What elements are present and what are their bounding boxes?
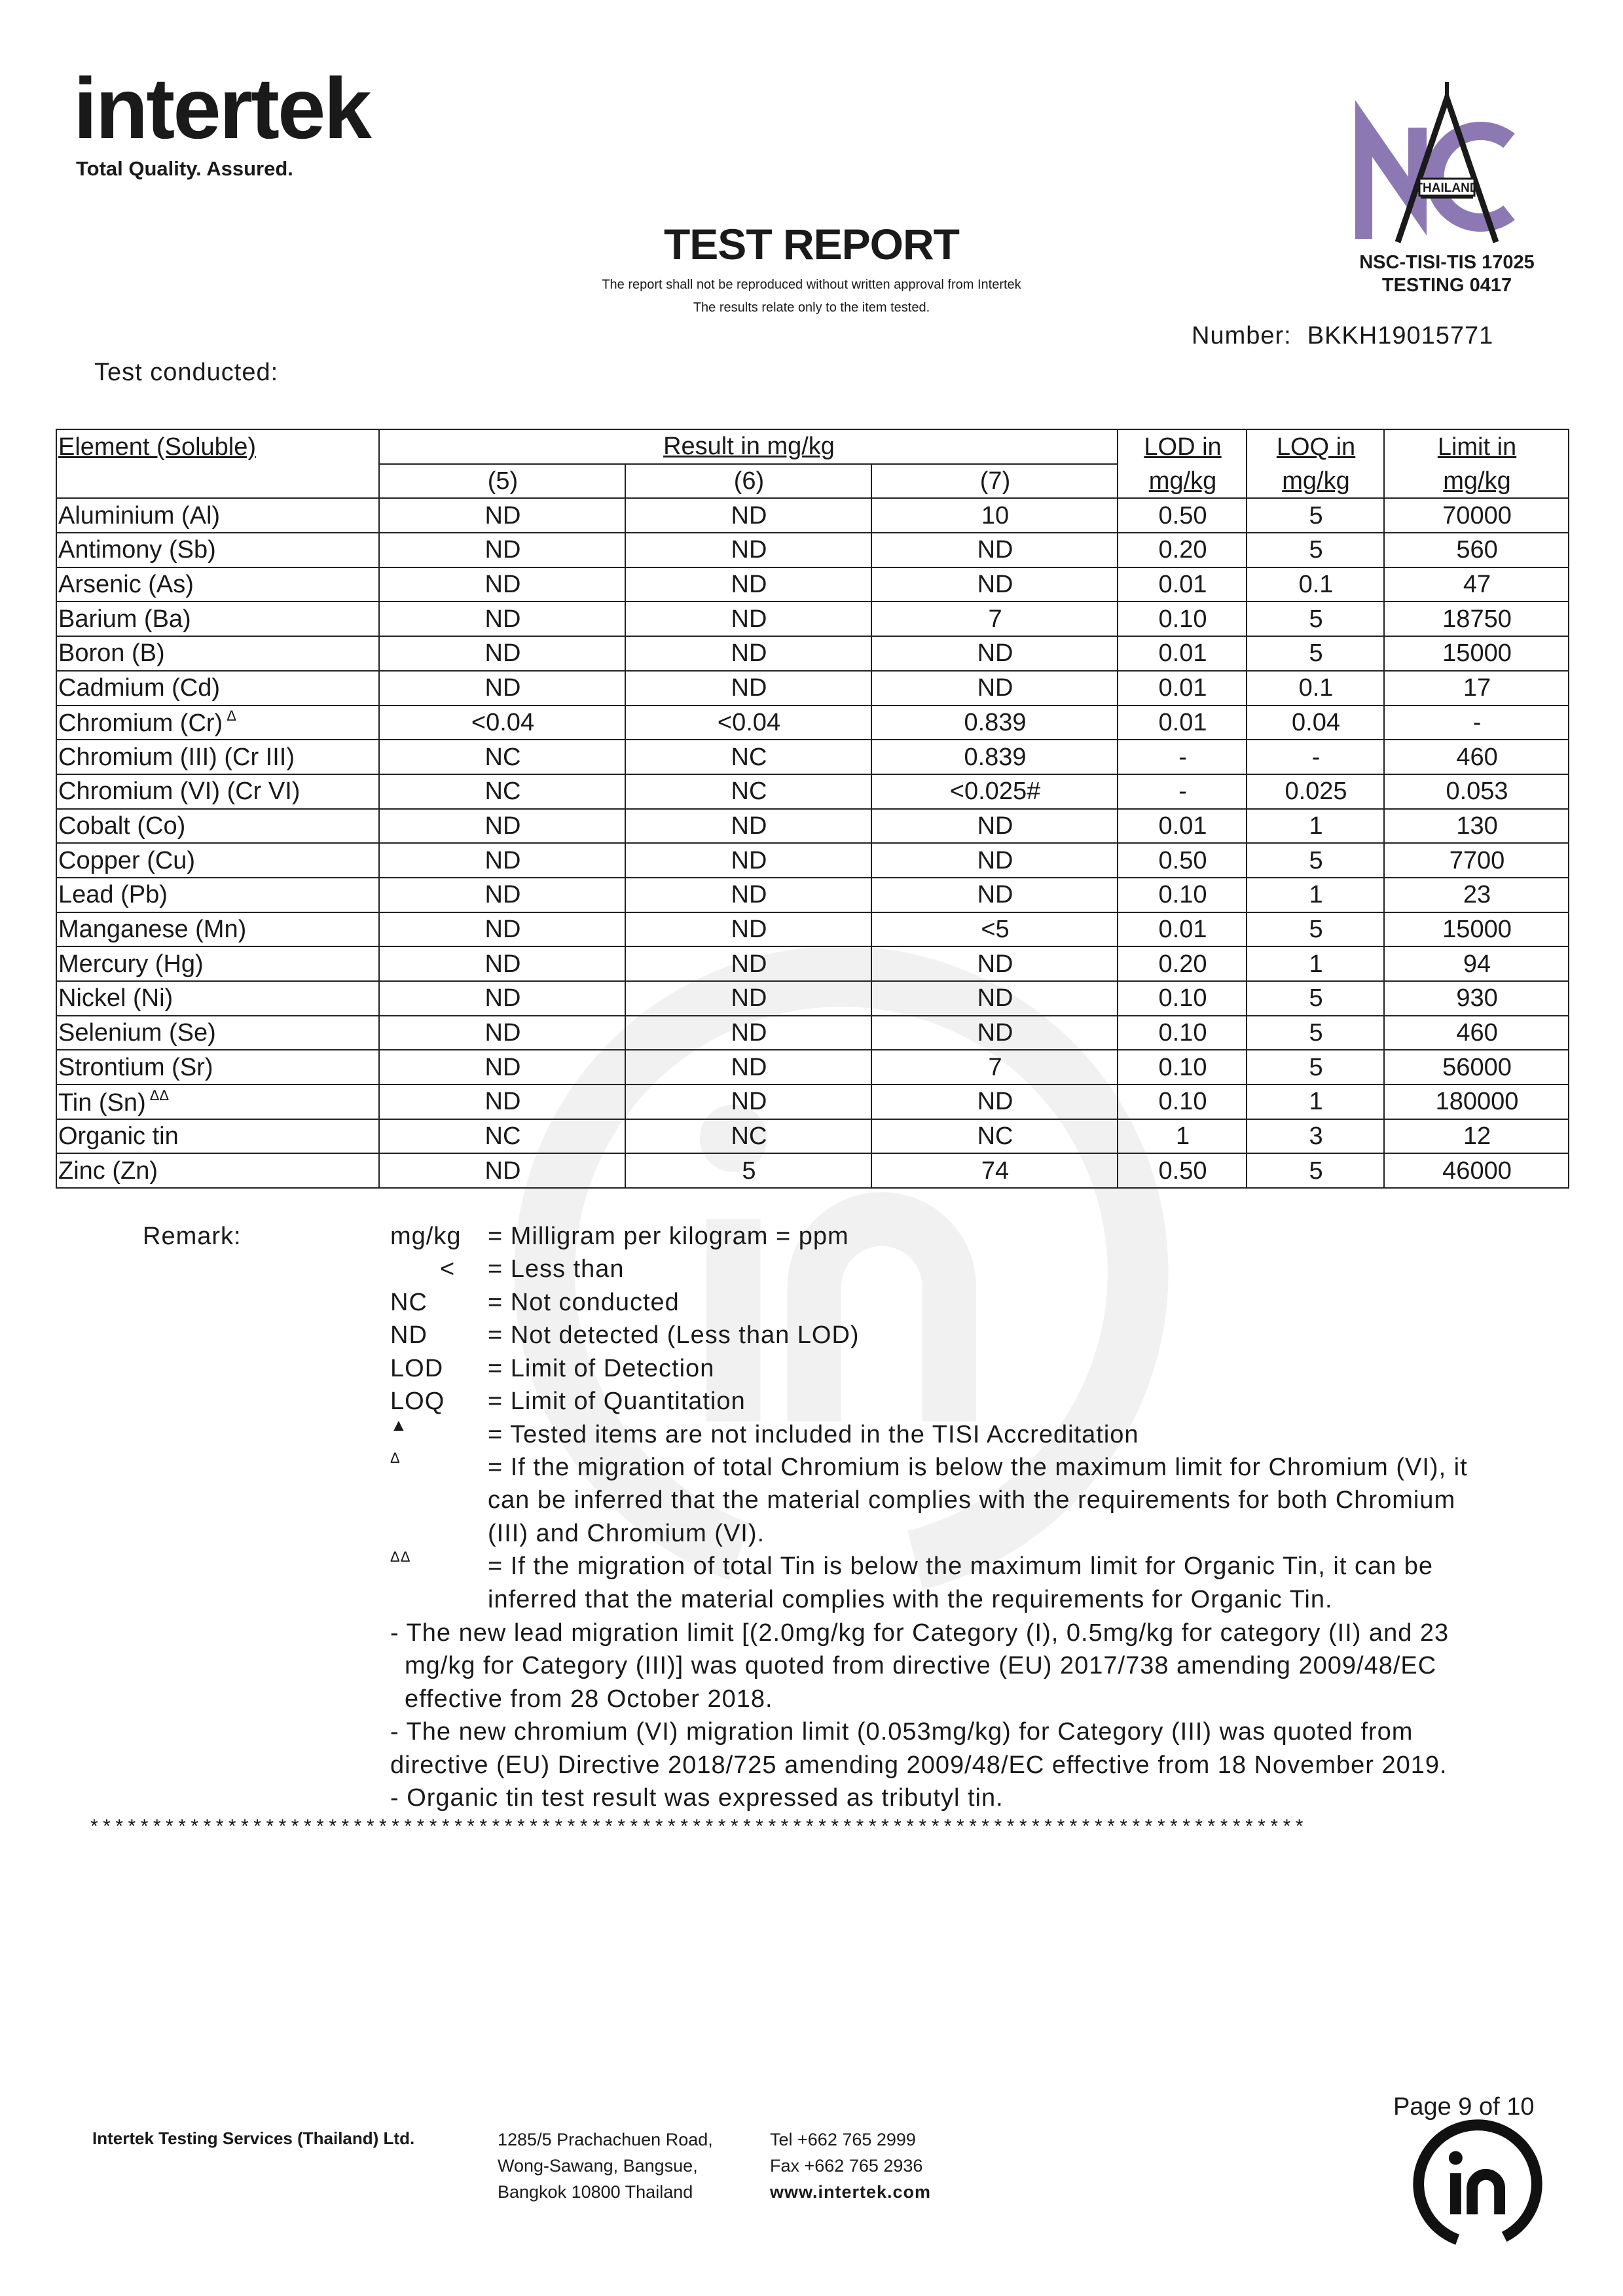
address-line-2: Wong-Sawang, Bangsue, — [498, 2156, 698, 2176]
result-5-cell: ND — [379, 533, 625, 567]
loq-cell: 5 — [1247, 843, 1384, 878]
loq-unit-header: mg/kg — [1247, 464, 1384, 499]
result-7-cell: <5 — [871, 912, 1118, 947]
element-name: Organic tin — [58, 1122, 179, 1151]
loq-column-header: LOQ in — [1247, 429, 1384, 464]
result-7-cell: ND — [871, 878, 1118, 912]
lod-cell: - — [1118, 740, 1247, 774]
result-6-cell: NC — [625, 1119, 871, 1154]
lod-column-header: LOD in — [1118, 429, 1247, 464]
element-name: Aluminium (Al) — [58, 501, 221, 529]
loq-cell: - — [1247, 740, 1384, 774]
result-7-cell: 0.839 — [871, 740, 1118, 774]
lod-cell: 0.01 — [1118, 912, 1247, 947]
loq-cell: 5 — [1247, 1153, 1384, 1188]
loq-cell: 3 — [1247, 1119, 1384, 1154]
element-name: Cadmium (Cd) — [58, 674, 221, 702]
intertek-logo: intertek — [73, 60, 370, 156]
result-7-cell: ND — [871, 636, 1118, 671]
result-6-cell: ND — [625, 1085, 871, 1119]
limit-cell: 0.053 — [1384, 774, 1569, 809]
result-6-cell: NC — [625, 774, 871, 809]
loq-cell: 5 — [1247, 981, 1384, 1016]
loq-cell: 1 — [1247, 946, 1384, 981]
element-name: Copper (Cu) — [58, 846, 196, 874]
result-5-cell: ND — [379, 1085, 625, 1119]
element-footnote-mark: Δ — [227, 708, 236, 725]
contact-tel: Tel +662 765 2999 — [770, 2130, 916, 2149]
remark-def-triangle: = Tested items are not included in the TISI Accreditation — [488, 1421, 1139, 1448]
lod-cell: - — [1118, 774, 1247, 809]
result-5-cell: ND — [379, 498, 625, 533]
limit-cell: 18750 — [1384, 601, 1569, 636]
lod-cell: 0.01 — [1118, 706, 1247, 740]
remark-key-double-delta: ΔΔ — [390, 1549, 411, 1565]
result-5-cell: ND — [379, 843, 625, 878]
page-number: Page 9 of 10 — [1393, 2093, 1535, 2121]
remark-def-lod: = Limit of Detection — [488, 1355, 715, 1382]
result-5-cell: ND — [379, 671, 625, 706]
remark-def-delta-1: = If the migration of total Chromium is below the maximum limit for Chromium (VI), it — [488, 1454, 1468, 1481]
limit-column-header: Limit in — [1384, 429, 1569, 464]
result-5-cell: ND — [379, 601, 625, 636]
lod-cell: 0.01 — [1118, 567, 1247, 602]
remark-key-less-than: < — [440, 1255, 456, 1283]
element-name: Mercury (Hg) — [58, 950, 204, 978]
remark-def-nd: = Not detected (Less than LOD) — [488, 1321, 860, 1349]
lod-cell: 0.50 — [1118, 843, 1247, 878]
reproduction-notice: The report shall not be reproduced without written approval from Intertek — [602, 278, 1021, 292]
loq-cell: 5 — [1247, 533, 1384, 567]
lod-cell: 0.10 — [1118, 981, 1247, 1016]
element-name: Barium (Ba) — [58, 605, 191, 633]
lod-cell: 0.20 — [1118, 946, 1247, 981]
company-name: Intertek Testing Services (Thailand) Ltd. — [92, 2128, 415, 2148]
limit-unit-header: mg/kg — [1384, 464, 1569, 499]
element-name: Boron (B) — [58, 639, 165, 668]
limit-cell: 180000 — [1384, 1085, 1569, 1119]
element-name: Lead (Pb) — [58, 881, 168, 909]
remark-def-double-delta-2: inferred that the material complies with the requirements for Organic Tin. — [488, 1586, 1333, 1613]
result-7-cell: 7 — [871, 601, 1118, 636]
lod-cell: 0.10 — [1118, 1085, 1247, 1119]
sample-7-header: (7) — [871, 464, 1118, 499]
contact-website: www.intertek.com — [770, 2182, 932, 2202]
result-5-cell: ND — [379, 1153, 625, 1188]
lod-cell: 0.01 — [1118, 671, 1247, 706]
element-name: Arsenic (As) — [58, 571, 194, 599]
limit-cell: 94 — [1384, 946, 1569, 981]
result-5-cell: ND — [379, 878, 625, 912]
result-7-cell: ND — [871, 1016, 1118, 1050]
result-5-cell: ND — [379, 946, 625, 981]
loq-cell: 1 — [1247, 809, 1384, 844]
result-5-cell: ND — [379, 567, 625, 602]
remark-def-double-delta-1: = If the migration of total Tin is below the maximum limit for Organic Tin, it can be — [488, 1552, 1434, 1580]
accreditation-testing-no: TESTING 0417 — [1381, 275, 1512, 296]
limit-cell: 56000 — [1384, 1050, 1569, 1085]
element-name: Nickel (Ni) — [58, 984, 173, 1013]
loq-cell: 5 — [1247, 636, 1384, 671]
result-7-cell: ND — [871, 671, 1118, 706]
lod-cell: 0.50 — [1118, 498, 1247, 533]
element-name: Chromium (Cr) — [58, 709, 223, 738]
remark-key-loq: LOQ — [390, 1388, 445, 1415]
lod-cell: 0.10 — [1118, 1016, 1247, 1050]
loq-cell: 0.025 — [1247, 774, 1384, 809]
element-name: Strontium (Sr) — [58, 1053, 213, 1081]
result-7-cell: 0.839 — [871, 706, 1118, 740]
report-number-label: Number: — [1192, 322, 1292, 350]
result-5-cell: ND — [379, 912, 625, 947]
element-name: Chromium (VI) (Cr VI) — [58, 778, 301, 806]
loq-cell: 1 — [1247, 1085, 1384, 1119]
result-5-cell: NC — [379, 1119, 625, 1154]
result-7-cell: ND — [871, 809, 1118, 844]
end-of-report-divider: ************************************************************************************************* — [90, 1816, 1308, 1837]
remark-def-less-than: = Less than — [488, 1255, 625, 1283]
result-6-cell: ND — [625, 809, 871, 844]
result-6-cell: ND — [625, 1050, 871, 1085]
limit-cell: 46000 — [1384, 1153, 1569, 1188]
loq-cell: 5 — [1247, 912, 1384, 947]
result-6-cell: ND — [625, 981, 871, 1016]
result-7-cell: NC — [871, 1119, 1118, 1154]
result-6-cell: ND — [625, 533, 871, 567]
result-6-cell: ND — [625, 946, 871, 981]
result-6-cell: ND — [625, 636, 871, 671]
remark-key-triangle-icon: ▲ — [390, 1415, 408, 1435]
remark-note-chromium-1: - The new chromium (VI) migration limit (0.053mg/kg) for Category (III) was quoted from — [390, 1718, 1413, 1746]
result-7-cell: ND — [871, 533, 1118, 567]
result-6-cell: ND — [625, 878, 871, 912]
loq-cell: 0.1 — [1247, 671, 1384, 706]
lod-cell: 0.10 — [1118, 601, 1247, 636]
loq-cell: 0.1 — [1247, 567, 1384, 602]
accreditation-code: NSC-TISI-TIS 17025 — [1359, 252, 1535, 273]
result-6-cell: ND — [625, 601, 871, 636]
limit-cell: 560 — [1384, 533, 1569, 567]
contact-fax: Fax +662 765 2936 — [770, 2156, 923, 2176]
result-6-cell: ND — [625, 567, 871, 602]
remark-note-lead-2: mg/kg for Category (III)] was quoted from directive (EU) 2017/738 amending 2009/48/EC — [405, 1652, 1437, 1679]
result-7-cell: 10 — [871, 498, 1118, 533]
element-name: Zinc (Zn) — [58, 1157, 158, 1185]
limit-cell: 47 — [1384, 567, 1569, 602]
sample-6-header: (6) — [625, 464, 871, 499]
lod-cell: 0.10 — [1118, 878, 1247, 912]
logo-tagline: Total Quality. Assured. — [76, 157, 293, 180]
lod-cell: 0.50 — [1118, 1153, 1247, 1188]
result-6-cell: ND — [625, 843, 871, 878]
address-line-3: Bangkok 10800 Thailand — [498, 2182, 693, 2202]
result-5-cell: ND — [379, 1050, 625, 1085]
result-6-cell: ND — [625, 912, 871, 947]
address-line-1: 1285/5 Prachachuen Road, — [498, 2130, 713, 2149]
result-5-cell: <0.04 — [379, 706, 625, 740]
result-6-cell: ND — [625, 671, 871, 706]
result-5-cell: ND — [379, 1016, 625, 1050]
element-name: Selenium (Se) — [58, 1019, 216, 1047]
result-6-cell: <0.04 — [625, 706, 871, 740]
limit-cell: 460 — [1384, 740, 1569, 774]
loq-cell: 5 — [1247, 498, 1384, 533]
element-column-header: Element (Soluble) — [56, 429, 379, 464]
limit-cell: 15000 — [1384, 912, 1569, 947]
result-6-cell: ND — [625, 498, 871, 533]
result-7-cell: ND — [871, 946, 1118, 981]
result-6-cell: ND — [625, 1016, 871, 1050]
test-conducted-label: Test conducted: — [94, 359, 279, 386]
element-name: Cobalt (Co) — [58, 812, 186, 840]
remark-note-organic-tin: - Organic tin test result was expressed as tributyl tin. — [390, 1784, 1004, 1812]
result-column-header: Result in mg/kg — [379, 429, 1118, 464]
result-7-cell: ND — [871, 1085, 1118, 1119]
result-5-cell: NC — [379, 740, 625, 774]
limit-cell: 12 — [1384, 1119, 1569, 1154]
remark-def-mgkg: = Milligram per kilogram = ppm — [488, 1223, 849, 1250]
result-7-cell: 74 — [871, 1153, 1118, 1188]
element-name: Chromium (III) (Cr III) — [58, 743, 295, 771]
element-footnote-mark: ΔΔ — [149, 1086, 170, 1103]
limit-cell: - — [1384, 706, 1569, 740]
result-7-cell: <0.025# — [871, 774, 1118, 809]
lod-cell: 0.20 — [1118, 533, 1247, 567]
limit-cell: 15000 — [1384, 636, 1569, 671]
remark-key-mgkg: mg/kg — [390, 1223, 462, 1250]
nac-logo-text: THAILAND — [1415, 181, 1479, 195]
report-number-value: BKKH19015771 — [1307, 322, 1494, 350]
sample-5-header: (5) — [379, 464, 625, 499]
result-5-cell: NC — [379, 774, 625, 809]
remark-key-delta: Δ — [390, 1450, 401, 1466]
result-7-cell: ND — [871, 567, 1118, 602]
lod-cell: 0.01 — [1118, 809, 1247, 844]
loq-cell: 5 — [1247, 1050, 1384, 1085]
intertek-footer-logo-icon — [1409, 2115, 1546, 2253]
limit-cell: 17 — [1384, 671, 1569, 706]
lod-cell: 0.01 — [1118, 636, 1247, 671]
result-7-cell: ND — [871, 981, 1118, 1016]
remark-key-lod: LOD — [390, 1355, 444, 1382]
remark-def-delta-3: (III) and Chromium (VI). — [488, 1520, 765, 1547]
element-name: Tin (Sn) — [58, 1088, 146, 1117]
limit-cell: 460 — [1384, 1016, 1569, 1050]
lod-cell: 1 — [1118, 1119, 1247, 1154]
loq-cell: 0.04 — [1247, 706, 1384, 740]
remark-note-lead-1: - The new lead migration limit [(2.0mg/kg for Category (I), 0.5mg/kg for category (II) and 23 — [390, 1619, 1450, 1647]
result-5-cell: ND — [379, 809, 625, 844]
page-title: TEST REPORT — [663, 220, 960, 268]
remark-note-lead-3: effective from 28 October 2018. — [405, 1685, 773, 1713]
limit-cell: 70000 — [1384, 498, 1569, 533]
result-6-cell: 5 — [625, 1153, 871, 1188]
result-5-cell: ND — [379, 636, 625, 671]
loq-cell: 5 — [1247, 601, 1384, 636]
limit-cell: 130 — [1384, 809, 1569, 844]
limit-cell: 930 — [1384, 981, 1569, 1016]
lod-cell: 0.10 — [1118, 1050, 1247, 1085]
lod-unit-header: mg/kg — [1118, 464, 1247, 499]
remark-def-delta-2: can be inferred that the material complies with the requirements for both Chromium — [488, 1486, 1456, 1514]
result-6-cell: NC — [625, 740, 871, 774]
limit-cell: 23 — [1384, 878, 1569, 912]
remark-key-nc: NC — [390, 1289, 428, 1316]
result-7-cell: 7 — [871, 1050, 1118, 1085]
element-name: Manganese (Mn) — [58, 915, 247, 943]
element-name: Antimony (Sb) — [58, 536, 216, 564]
loq-cell: 5 — [1247, 1016, 1384, 1050]
limit-cell: 7700 — [1384, 843, 1569, 878]
result-7-cell: ND — [871, 843, 1118, 878]
remark-def-loq: = Limit of Quantitation — [488, 1388, 746, 1415]
remark-def-nc: = Not conducted — [488, 1289, 680, 1316]
loq-cell: 1 — [1247, 878, 1384, 912]
remark-key-nd: ND — [390, 1321, 428, 1349]
remark-note-chromium-2: directive (EU) Directive 2018/725 amending 2009/48/EC effective from 18 November 2019. — [390, 1751, 1448, 1779]
result-5-cell: ND — [379, 981, 625, 1016]
remark-label: Remark: — [143, 1223, 242, 1250]
results-notice: The results relate only to the item tested. — [693, 300, 930, 315]
